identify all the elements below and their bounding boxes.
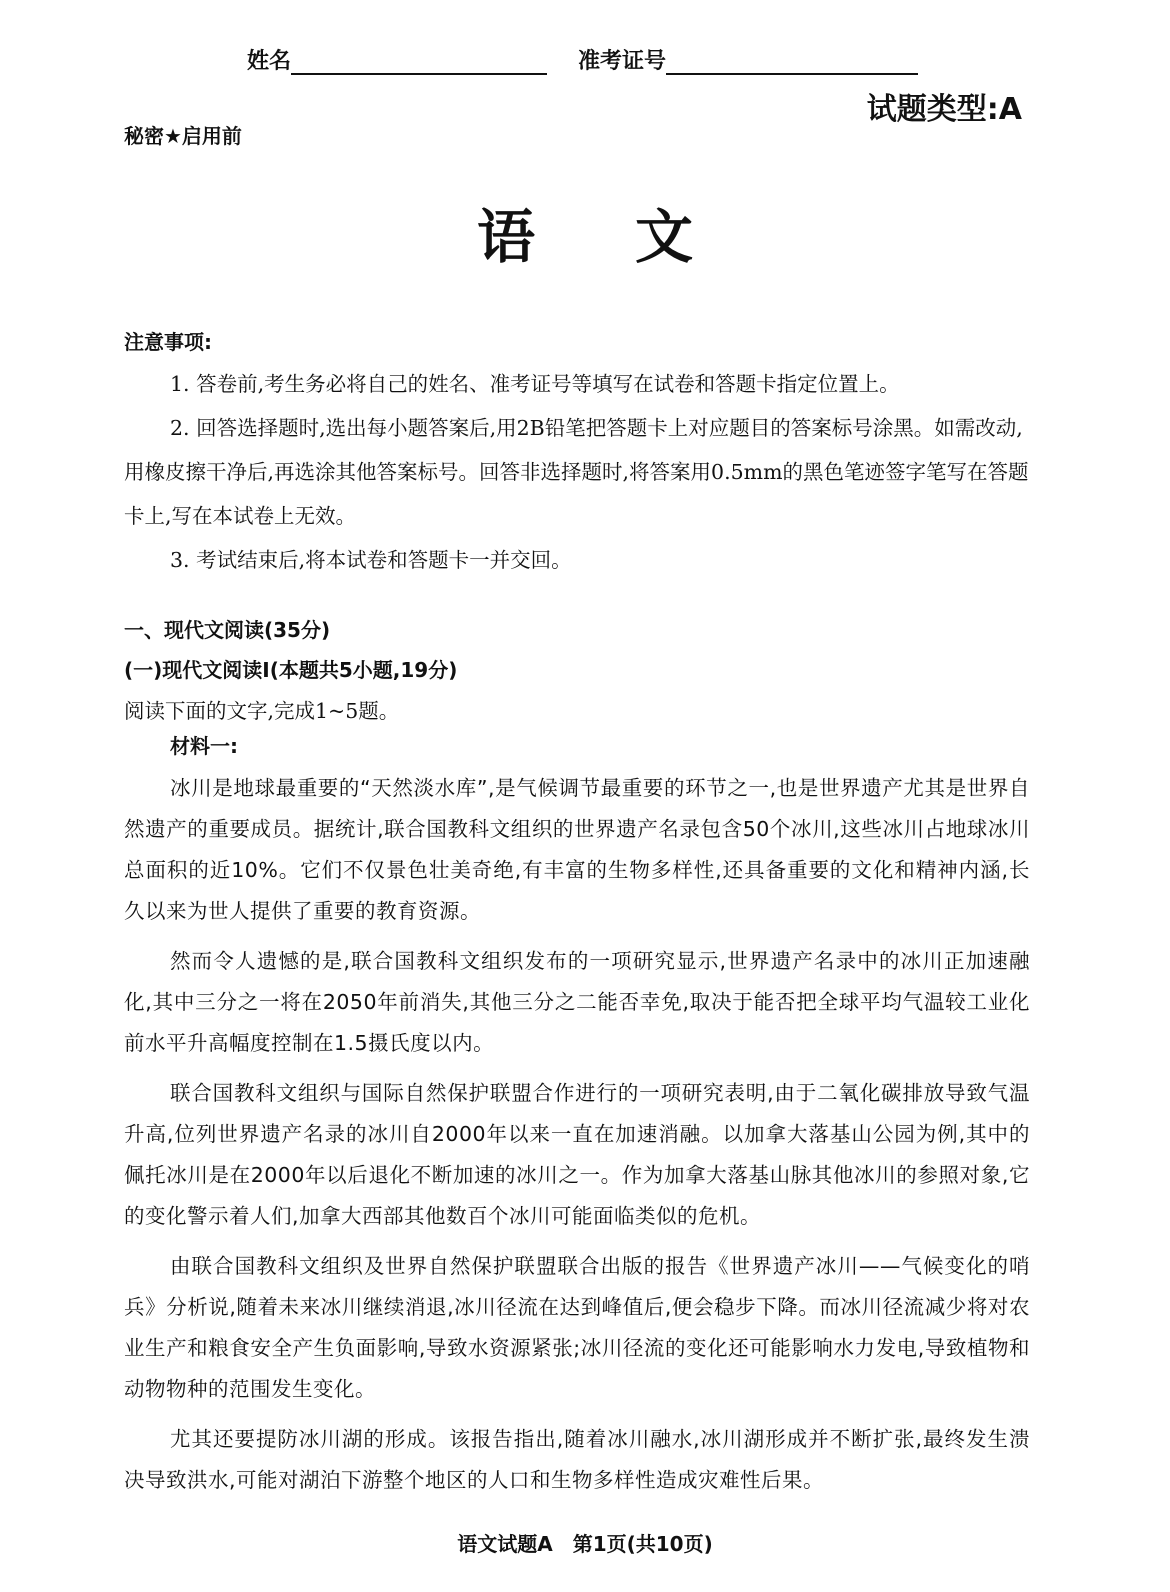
notice-item: 1. 答卷前,考生务必将自己的姓名、准考证号等填写在试卷和答题卡指定位置上。 xyxy=(170,372,900,396)
material-label: 材料一: xyxy=(170,734,238,758)
subsection-title: (一)现代文阅读Ⅰ(本题共5小题,19分) xyxy=(124,658,458,682)
exam-type-label: 试题类型:A xyxy=(866,92,1022,127)
subject-title: 语文 xyxy=(476,203,793,271)
notice-list xyxy=(124,362,1030,582)
passage-paragraph: 由联合国教科文组织及世界自然保护联盟联合出版的报告《世界遗产冰川——气候变化的哨兵》分析说,随着未来冰川继续消退,冰川径流在达到峰值后,便会稳步下降。而冰川径流减少将对农业生产和粮食安全产生负面影响,导致水资源紧张;冰川径流的变化还可能影响水力发电,导致植物和动物物种的范围发生变化。 xyxy=(124,1254,1030,1401)
name-blank-line xyxy=(291,51,547,75)
section-title: 一、现代文阅读(35分) xyxy=(124,618,331,642)
passage-paragraph: 然而令人遗憾的是,联合国教科文组织发布的一项研究显示,世界遗产名录中的冰川正加速融化,其中三分之一将在2050年前消失,其他三分之二能否幸免,取决于能否把全球平均气温较工业化前水平升高幅度控制在1.5摄氏度以内。 xyxy=(124,949,1030,1055)
reading-passage xyxy=(124,768,1030,1510)
passage-paragraph: 尤其还要提防冰川湖的形成。该报告指出,随着冰川融水,冰川湖形成并不断扩张,最终发生溃决导致洪水,可能对湖泊下游整个地区的人口和生物多样性造成灾难性后果。 xyxy=(124,1427,1030,1492)
reading-instruction: 阅读下面的文字,完成1~5题。 xyxy=(124,699,400,723)
name-label: 姓名 xyxy=(247,48,292,74)
name-field xyxy=(247,44,547,75)
ticket-label: 准考证号 xyxy=(578,48,667,74)
page-footer: 语文试题A 第1页(共10页) xyxy=(457,1532,713,1556)
secret-label: 秘密★启用前 xyxy=(124,124,242,148)
notice-item: 2. 回答选择题时,选出每小题答案后,用2B铅笔把答题卡上对应题目的答案标号涂黑。如需改动,用橡皮擦干净后,再选涂其他答案标号。回答非选择题时,将答案用0.5mm的黑色笔迹签字笔写在答题卡上,写在本试卷上无效。 xyxy=(124,416,1029,528)
notice-item: 3. 考试结束后,将本试卷和答题卡一并交回。 xyxy=(170,548,572,572)
passage-paragraph: 联合国教科文组织与国际自然保护联盟合作进行的一项研究表明,由于二氧化碳排放导致气温升高,位列世界遗产名录的冰川自2000年以来一直在加速消融。以加拿大落基山公园为例,其中的佩托冰川是在2000年以后退化不断加速的冰川之一。作为加拿大落基山脉其他冰川的参照对象,它的变化警示着人们,加拿大西部其他数百个冰川可能面临类似的危机。 xyxy=(124,1081,1030,1228)
passage-paragraph: 冰川是地球最重要的“天然淡水库”,是气候调节最重要的环节之一,也是世界遗产尤其是世界自然遗产的重要成员。据统计,联合国教科文组织的世界遗产名录包含50个冰川,这些冰川占地球冰川总面积的近10%。它们不仅景色壮美奇绝,有丰富的生物多样性,还具备重要的文化和精神内涵,长久以来为世人提供了重要的教育资源。 xyxy=(124,776,1030,923)
ticket-blank-line xyxy=(666,51,918,75)
notice-heading: 注意事项: xyxy=(124,330,212,354)
ticket-field xyxy=(578,44,918,75)
